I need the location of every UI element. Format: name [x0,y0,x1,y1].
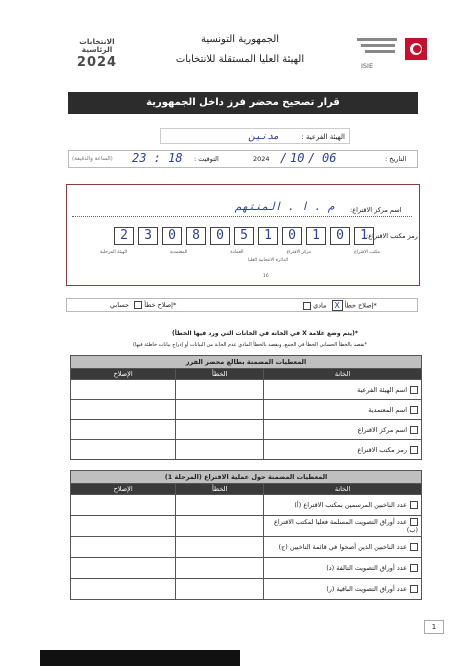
isie-label: ISIE [361,62,374,70]
center-value[interactable]: م . ا . المنتهم [235,200,335,213]
material-label: مادي [313,301,327,310]
material-extra-checkbox[interactable] [303,302,311,310]
table2-col-fix: الإصلاح [71,484,176,495]
table1-section-title: المعطيات المضمنة بطالع محضر الفرز [71,356,422,369]
row-checkbox[interactable] [410,585,418,593]
table2-col-error: الخطأ [176,484,264,495]
table1-col-error: الخطأ [176,369,264,380]
center-label: اسم مركز الاقتراع: [350,206,402,214]
fix-cell[interactable] [71,558,176,579]
table-header-data [70,355,422,460]
header-republic: الجمهورية التونسية [200,34,280,45]
row-checkbox[interactable] [410,386,418,394]
row-label: اسم مركز الاقتراع [357,425,407,434]
table-row [71,579,422,600]
error-arith-option[interactable] [110,301,176,309]
table-row [71,440,422,460]
row-checkbox[interactable] [410,426,418,434]
row-label: اسم المعتمدية [368,405,407,414]
error-cell[interactable] [176,537,264,558]
row-label: اسم الهيئة الفرعية [357,385,407,394]
code-part: الهيئة المرحلية [100,250,128,255]
table-row [71,516,422,537]
date-month[interactable]: 10 [290,151,305,165]
time-label: التوقيت : [194,155,219,163]
note-line-1: *(يتم وضع علامة X في الخانة في الخانات التي ورد فيها الخطأ) [172,330,358,337]
error-cell[interactable] [176,420,264,440]
office-code-digit[interactable]: 1 [306,227,326,245]
error-cell[interactable] [176,400,264,420]
office-code-digit[interactable]: 0 [162,227,182,245]
code-part: مكتب الاقتراع [354,250,380,255]
row-checkbox[interactable] [410,564,418,572]
code-part-extra: الدائرة الانتخابية العليا [248,258,288,263]
table1-col-fix: الإصلاح [71,369,176,380]
code-part: العمادة [230,250,244,255]
table-row [71,400,422,420]
error-material-option[interactable] [300,300,377,311]
table-row [71,380,422,400]
office-code-digit[interactable]: 0 [210,227,230,245]
code-part: مركز الاقتراع [286,250,312,255]
row-label: عدد الناخبين المرسمين بمكتب الاقتراع (أ) [294,501,407,509]
election-logo-text: الانتخابات الرئاسية [79,37,115,54]
row-label: عدد أوراق التصويت الباقية (ر) [326,585,407,593]
page-title: قرار تصحيح محضر فرز داخل الجمهورية [68,92,418,114]
sub-authority-label: الهيئة الفرعية : [301,133,345,141]
fix-cell[interactable] [71,380,176,400]
table2-col-field: الخانة [264,484,422,495]
row-label: رمز مكتب الاقتراع [357,445,407,454]
table2-section-title: المعطيات المضمنة حول عملية الاقتراع (المرحلة 1) [71,471,422,484]
table-row [71,537,422,558]
office-code-digit[interactable]: 1 [258,227,278,245]
row-checkbox[interactable] [410,543,418,551]
office-code-digits[interactable] [110,227,374,245]
page-number: 1 [424,620,444,634]
table-row [71,420,422,440]
office-code-digit[interactable]: 5 [234,227,254,245]
row-checkbox[interactable] [410,518,418,526]
fix-cell[interactable] [71,420,176,440]
error-cell[interactable] [176,516,264,537]
code-parts-legend [100,250,380,255]
fix-cell[interactable] [71,537,176,558]
table-row [71,558,422,579]
row-label: عدد الناخبين الذين أصحوا في قائمة الناخبين (ج) [278,543,407,551]
fix-cell[interactable] [71,440,176,460]
error-material-label: *إصلاح خطأ [344,301,377,310]
office-code-digit[interactable]: 3 [138,227,158,245]
error-cell[interactable] [176,495,264,516]
fix-cell[interactable] [71,516,176,537]
office-code-digit[interactable]: 0 [330,227,350,245]
code-part-num: 16 [263,274,269,279]
office-code-digit[interactable]: 0 [282,227,302,245]
sub-authority-value: مدنين [249,131,280,142]
fix-cell[interactable] [71,495,176,516]
row-label: عدد أوراق التصويت المسلمة فعليا لمكتب الاقتراع (ب) [273,518,418,534]
table1-col-field: الخانة [264,369,422,380]
note-line-2: *يقصد بالخطأ الحسابي الخطأ في الجمع، ويقصد بالخطأ المادي عدم الخانة من البيانات أو إدراج بيانات خاطئة فيها) [132,342,367,348]
sub-authority-field[interactable] [160,128,350,144]
error-cell[interactable] [176,579,264,600]
office-code-digit[interactable]: 8 [186,227,206,245]
office-code-label: رمز مكتب الاقتراع: [366,232,418,240]
footer-barcode-strip [40,650,240,666]
error-cell[interactable] [176,440,264,460]
election-logo [68,38,126,70]
error-arith-label: *إصلاح خطأ [144,301,177,309]
row-checkbox[interactable] [410,501,418,509]
row-checkbox[interactable] [410,446,418,454]
date-label: التاريخ : [385,155,407,163]
error-cell[interactable] [176,558,264,579]
arith-checkbox[interactable] [134,301,142,309]
office-code-digit[interactable]: 2 [114,227,134,245]
row-label: عدد أوراق التصويت التالفة (د) [326,564,407,572]
fix-cell[interactable] [71,400,176,420]
material-checkbox[interactable]: X [332,300,343,311]
fix-cell[interactable] [71,579,176,600]
table-row [71,495,422,516]
header-authority: الهيئة العليا المستقلة للانتخابات [175,54,305,65]
office-code-digit[interactable]: 1 [354,227,374,245]
election-logo-year: 2024 [76,55,118,70]
date-time-row [68,150,418,168]
row-checkbox[interactable] [410,406,418,414]
date-year: 2024 [253,155,270,163]
error-cell[interactable] [176,380,264,400]
isie-logo [355,30,433,76]
time-hint: (الساعة والدقيقة) [72,156,113,162]
table-voting-data [70,470,422,600]
date-day[interactable]: 06 [322,151,337,165]
arith-label: حسابي [110,301,130,309]
time-value[interactable]: 23 : 18 [132,151,183,165]
code-part: المعتمدية [170,250,188,255]
